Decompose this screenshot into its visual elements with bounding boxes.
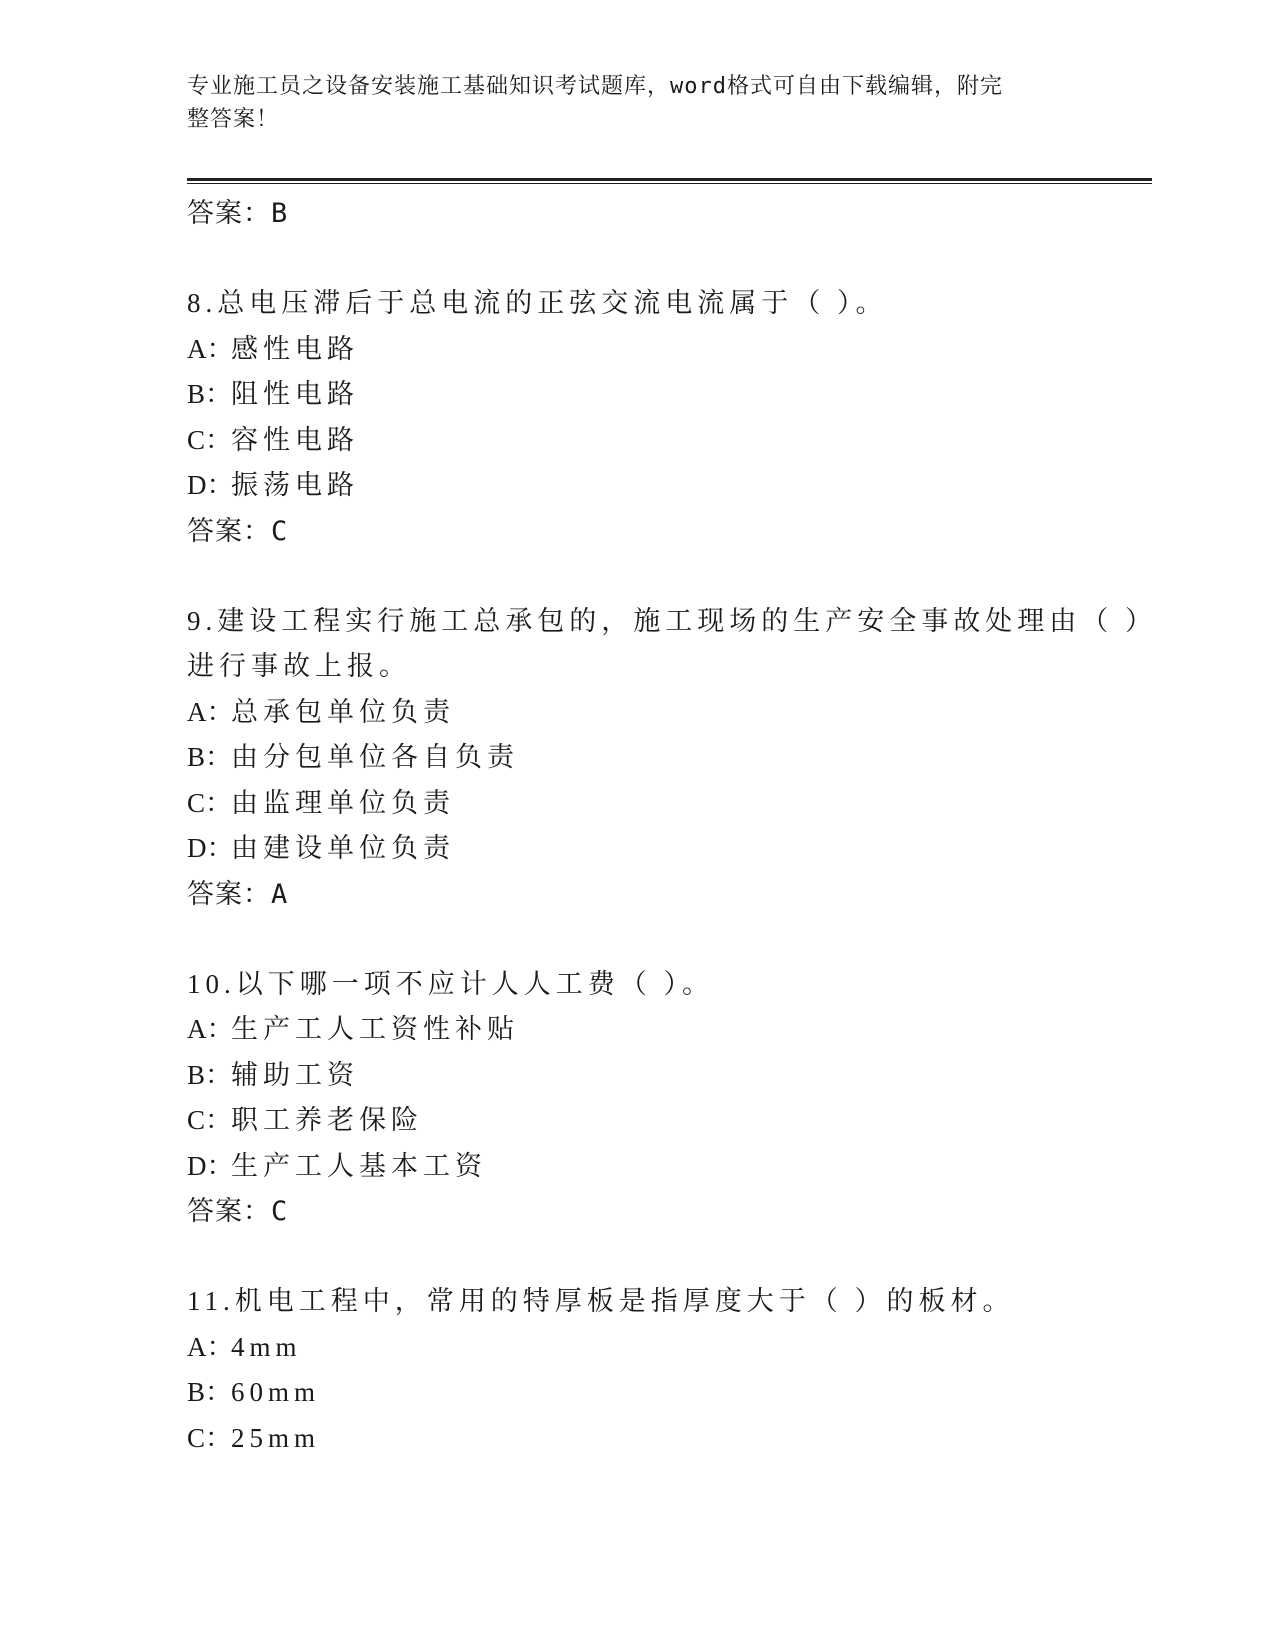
option-item <box>187 327 1147 373</box>
option-item <box>187 826 1147 872</box>
option-label: C： <box>187 1422 233 1453</box>
question-stem: 进行事故上报。 <box>187 651 411 681</box>
question-stem: 9.建设工程实行施工总承包的，施工现场的生产安全事故处理由（ ） <box>187 605 1157 636</box>
option-text: 容性电路 <box>231 424 359 455</box>
option-label: A： <box>187 1014 234 1044</box>
option-item <box>187 781 1147 827</box>
option-item <box>187 1325 1147 1371</box>
question-block <box>187 281 1147 554</box>
answer-line: 答案：B <box>187 198 289 229</box>
option-label: A： <box>187 696 234 727</box>
option-label: B： <box>187 742 233 772</box>
option-label: C： <box>187 787 233 818</box>
option-label: D： <box>187 1150 234 1181</box>
header-divider-thin <box>187 183 1152 184</box>
option-label: B： <box>187 1059 233 1090</box>
option-text: 辅助工资 <box>231 1059 359 1090</box>
answer-line: 答案：C <box>187 1196 289 1227</box>
question-block <box>187 599 1157 917</box>
option-label: B： <box>187 379 233 409</box>
option-label: A： <box>187 1331 234 1362</box>
question-block <box>187 962 1147 1235</box>
option-label: D： <box>187 470 234 500</box>
option-item <box>187 690 1147 736</box>
option-item <box>187 372 1147 418</box>
document-header <box>187 70 1067 136</box>
option-label: B： <box>187 1377 233 1407</box>
question-stem: 11.机电工程中，常用的特厚板是指厚度大于（ ）的板材。 <box>187 1286 1015 1316</box>
option-text: 职工养老保险 <box>231 1105 423 1135</box>
option-text: 阻性电路 <box>231 379 359 409</box>
option-text: 由监理单位负责 <box>231 787 455 818</box>
option-item <box>187 1416 1147 1462</box>
option-text: 60mm <box>231 1377 321 1407</box>
question-block <box>187 1279 1147 1461</box>
header-line-1: 专业施工员之设备安装施工基础知识考试题库，word格式可自由下载编辑，附完 <box>187 74 1003 99</box>
header-line-2: 整答案！ <box>187 107 280 132</box>
option-item <box>187 463 1147 509</box>
option-text: 25mm <box>231 1422 321 1453</box>
option-item <box>187 1053 1147 1099</box>
option-text: 感性电路 <box>231 333 359 364</box>
answer-line: 答案：C <box>187 515 289 547</box>
option-text: 总承包单位负责 <box>231 696 455 727</box>
option-label: C： <box>187 424 233 455</box>
option-item <box>187 1144 1147 1190</box>
option-label: C： <box>187 1105 233 1135</box>
option-item <box>187 1007 1147 1053</box>
option-label: D： <box>187 833 234 863</box>
option-text: 振荡电路 <box>231 470 359 500</box>
header-divider-thick <box>187 178 1152 181</box>
option-text: 生产工人基本工资 <box>231 1150 487 1181</box>
question-stem: 8.总电压滞后于总电流的正弦交流电流属于（ ）。 <box>187 288 888 318</box>
option-item <box>187 1370 1147 1416</box>
option-label: A： <box>187 333 234 364</box>
option-item <box>187 735 1147 781</box>
question-stem: 10.以下哪一项不应计人人工费（ ）。 <box>187 968 714 999</box>
option-item <box>187 418 1147 464</box>
option-text: 由建设单位负责 <box>231 833 455 863</box>
option-text: 生产工人工资性补贴 <box>231 1014 519 1044</box>
option-text: 由分包单位各自负责 <box>231 742 519 772</box>
question-list <box>187 191 1157 1461</box>
answer-line: 答案：A <box>187 878 289 910</box>
option-item <box>187 1098 1147 1144</box>
option-text: 4mm <box>231 1331 302 1362</box>
